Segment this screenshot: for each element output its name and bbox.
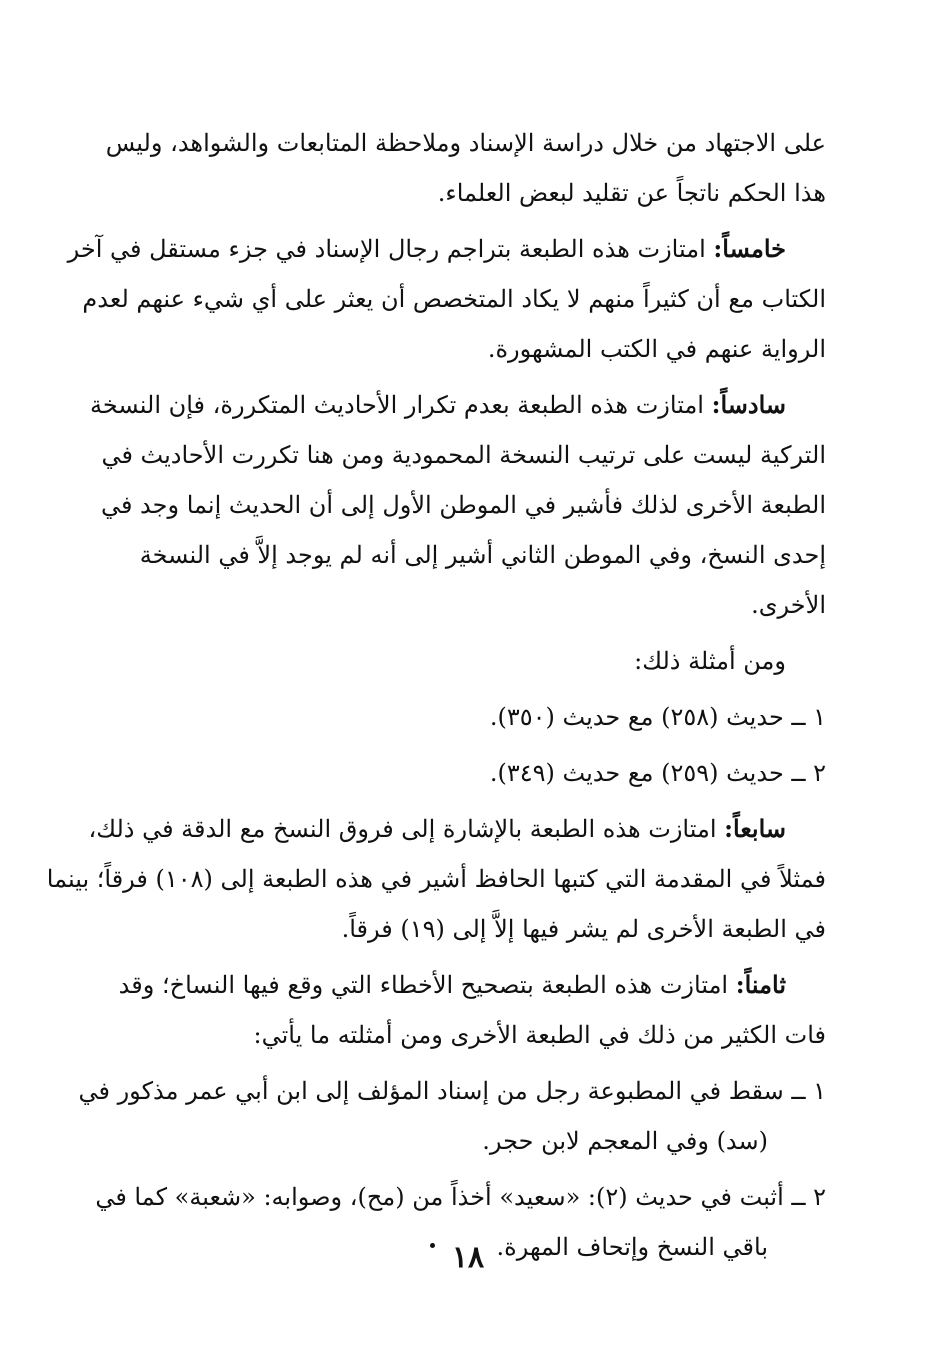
paragraph-fifth	[67, 224, 826, 374]
text-line: ١ ــ حديث (٢٥٨) مع حديث (٣٥٠).	[489, 703, 826, 731]
text-line: الرواية عنهم في الكتب المشهورة.	[487, 335, 826, 363]
text-line: (سد) وفي المعجم لابن حجر.	[482, 1127, 768, 1155]
text-line: ١ ــ سقط في المطبوعة رجل من إسناد المؤلف إلى ابن أبي عمر مذكور في	[78, 1077, 826, 1105]
text-line: ٢ ــ أثبت في حديث (٢): «سعيد» أخذاً من (مح)، وصوابه: «شعبة» كما في	[95, 1183, 826, 1211]
text-line: التركية ليست على ترتيب النسخة المحمودية ومن هنا تكررت الأحاديث في	[101, 441, 826, 469]
text-line: ٢ ــ حديث (٢٥٩) مع حديث (٣٤٩).	[489, 759, 826, 787]
text-line: الكتاب مع أن كثيراً منهم لا يكاد المتخصص أن يعثر على أي شيء عنهم لعدم	[82, 285, 826, 313]
paragraph-examples-intro	[100, 636, 826, 686]
section-lead: خامساً:	[713, 234, 786, 263]
text-line	[67, 224, 826, 274]
section-lead: سابعاً:	[724, 814, 786, 843]
paragraph-sixth	[90, 380, 826, 630]
list-item-example-2	[100, 748, 826, 798]
text-line-body: امتازت هذه الطبعة بتصحيح الأخطاء التي وقع فيها النساخ؛ وقد	[118, 971, 729, 999]
paragraph-eighth	[100, 960, 826, 1060]
text-line	[88, 804, 826, 854]
text-line: فات الكثير من ذلك في الطبعة الأخرى ومن أمثلته ما يأتي:	[253, 1021, 826, 1049]
text-line: على الاجتهاد من خلال دراسة الإسناد وملاحظة المتابعات والشواهد، وليس	[105, 129, 826, 157]
section-lead: ثامناً:	[735, 970, 786, 999]
text-line: الطبعة الأخرى لذلك فأشير في الموطن الأول إلى أن الحديث إنما وجد في	[100, 491, 826, 519]
page-number: ١٨	[451, 1240, 485, 1275]
text-line-body: امتازت هذه الطبعة بتراجم رجال الإسناد في جزء مستقل في آخر	[67, 235, 706, 263]
text-line: باقي النسخ وإتحاف المهرة.	[496, 1233, 768, 1261]
text-line: فمثلاً في المقدمة التي كتبها الحافظ أشير في هذه الطبعة إلى (١٠٨) فرقاً؛ بينما	[46, 865, 826, 893]
list-item-correction-1	[78, 1066, 826, 1166]
text-line	[90, 380, 826, 430]
text-line: هذا الحكم ناتجاً عن تقليد لبعض العلماء.	[437, 179, 826, 207]
text-line: ومن أمثلة ذلك:	[634, 647, 786, 675]
text-line-body: امتازت هذه الطبعة بعدم تكرار الأحاديث المتكررة، فإن النسخة	[90, 391, 704, 419]
text-line	[100, 960, 826, 1010]
page-body	[46, 118, 826, 1278]
paragraph-seventh	[46, 804, 826, 954]
paragraph-intro-continuation	[100, 118, 826, 218]
text-line: الأخرى.	[751, 591, 826, 619]
text-line: إحدى النسخ، وفي الموطن الثاني أشير إلى أنه لم يوجد إلاَّ في النسخة	[139, 541, 826, 569]
section-lead: سادساً:	[711, 390, 786, 419]
text-line-body: امتازت هذه الطبعة بالإشارة إلى فروق النسخ مع الدقة في ذلك،	[88, 815, 717, 843]
list-item-example-1	[100, 692, 826, 742]
text-line: في الطبعة الأخرى لم يشر فيها إلاَّ إلى (١٩) فرقاً.	[341, 915, 826, 943]
